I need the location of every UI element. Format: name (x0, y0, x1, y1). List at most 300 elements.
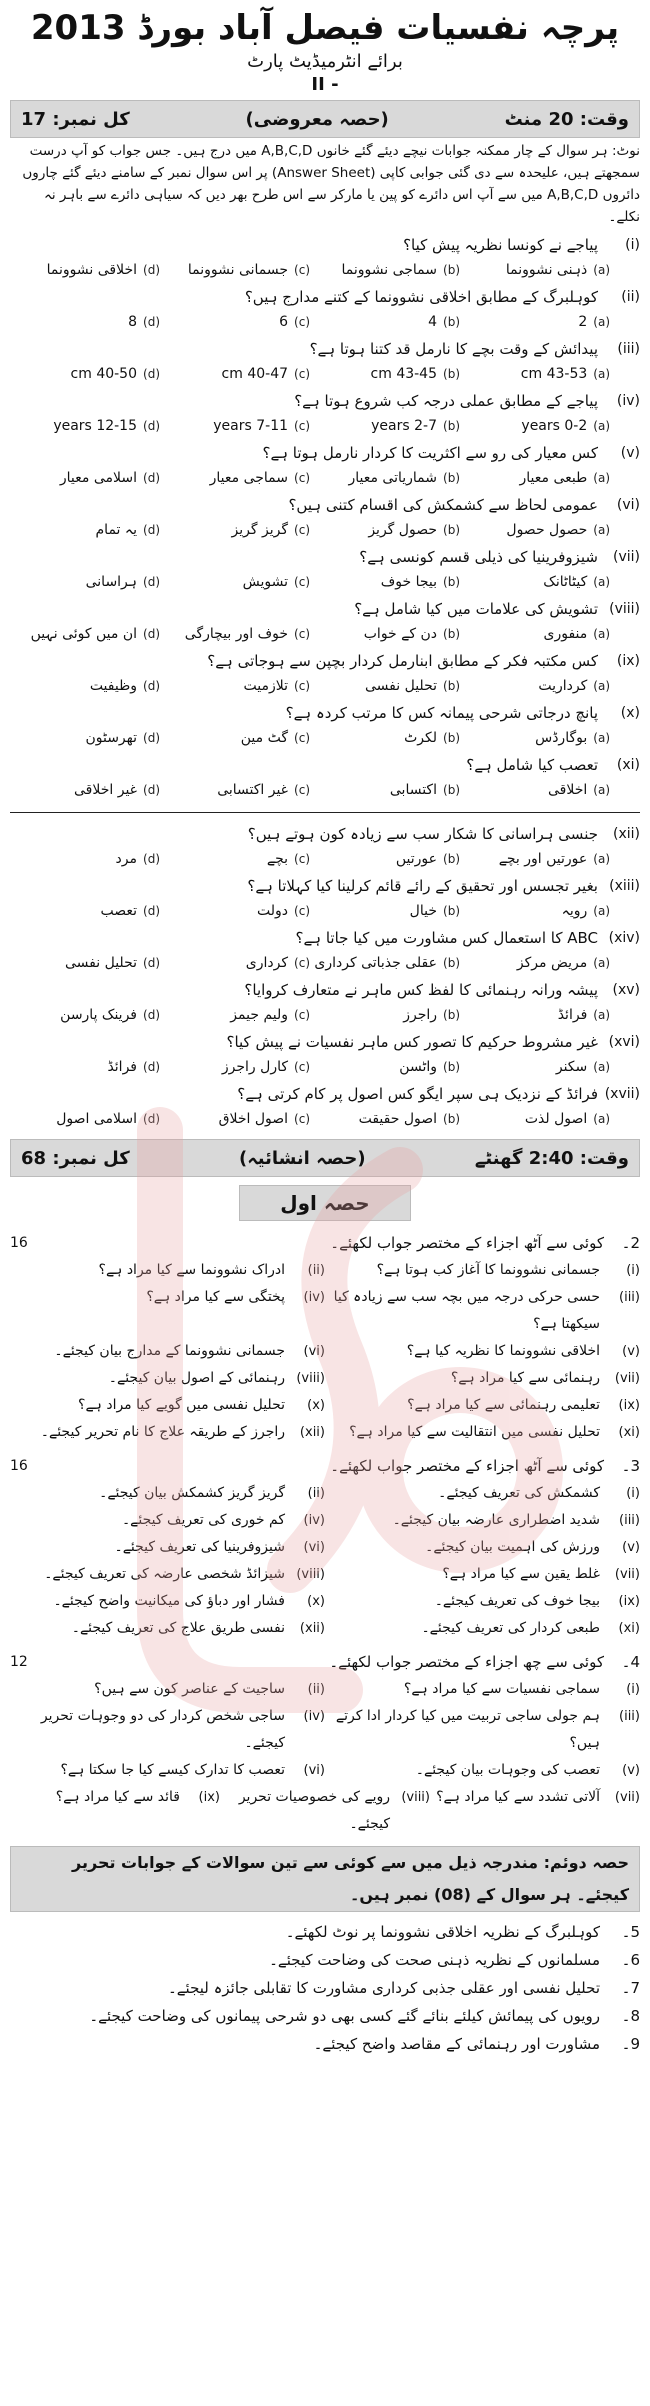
item-number: (viii) (296, 1371, 325, 1386)
option-text: عورتیں اور بچے (498, 851, 588, 867)
option-letter: (a) (593, 731, 610, 745)
short-item-row (10, 1284, 640, 1338)
long-question (10, 2030, 640, 2058)
option-text: مرد (115, 851, 137, 867)
item-number: (vii) (614, 1567, 640, 1582)
mcq-number: (vi) (616, 497, 640, 513)
short-item-row (10, 1588, 640, 1615)
option-letter: (b) (443, 904, 460, 918)
mcq-option[interactable] (310, 258, 460, 282)
subjective-label: (حصہ انشائیہ) (238, 1147, 366, 1169)
mcq-option[interactable] (310, 518, 460, 542)
mcq-option[interactable] (310, 362, 460, 386)
mcq-question (10, 284, 640, 310)
objective-time: وقت: 20 منٹ (504, 108, 629, 130)
mcq-number: (xiv) (608, 930, 640, 946)
option-text: راجرز (403, 1007, 437, 1023)
short-item (10, 1676, 325, 1703)
long-question (10, 1918, 640, 1946)
question-marks: 12 (10, 1654, 28, 1670)
mcq-option[interactable] (460, 1107, 610, 1131)
item-number: (ii) (307, 1682, 325, 1697)
item-number: (iii) (619, 1290, 640, 1305)
mcq-text: جنسی ہراسانی کا شکار سب سے زیادہ کون ہوتے ہیں؟ (247, 825, 598, 843)
short-item (325, 1676, 640, 1703)
option-text: شماریاتی معیار (348, 470, 437, 486)
item-text: قائد سے کیا مراد ہے؟ (55, 1789, 180, 1805)
item-text: آلاتی تشدد سے کیا مراد ہے؟ (436, 1789, 600, 1805)
mcq-option[interactable] (310, 1003, 460, 1027)
item-number: (i) (626, 1263, 640, 1278)
option-text: طبعی معیار (519, 470, 588, 486)
option-letter: (c) (294, 852, 310, 866)
mcq-text: تشویش کی علامات میں کیا شامل ہے؟ (354, 600, 598, 618)
option-text: یہ تمام (95, 522, 137, 538)
mcq-option[interactable] (460, 466, 610, 490)
option-text: 4 (428, 314, 437, 330)
mcq-option[interactable] (310, 847, 460, 871)
option-letter: (c) (294, 575, 310, 589)
option-letter: (a) (593, 1060, 610, 1074)
option-text: اخلاقی نشوونما (46, 262, 137, 278)
option-text: اصول لذت (524, 1111, 588, 1127)
item-number: (iv) (303, 1290, 325, 1305)
option-letter: (d) (143, 1008, 160, 1022)
option-text: سماجی معیار (209, 470, 289, 486)
short-item-row (10, 1507, 640, 1534)
mcq-options (10, 1107, 640, 1131)
mcq-text: بغیر تجسس اور تحقیق کے رائے قائم کرلینا کیا کہلاتا ہے؟ (247, 877, 598, 895)
question-text: مشاورت اور رہنمائی کے مقاصد واضح کیجئے۔ (313, 2035, 600, 2053)
option-text: غیر اکتسابی (217, 782, 289, 798)
mcq-option[interactable] (160, 362, 310, 386)
option-letter: (a) (593, 471, 610, 485)
mcq-option[interactable] (10, 1003, 160, 1027)
short-item (325, 1338, 640, 1365)
mcq-option[interactable] (160, 466, 310, 490)
option-text: 8 (128, 314, 137, 330)
item-number: (x) (307, 1398, 325, 1413)
question-number: 3۔ (621, 1457, 640, 1475)
mcq-question (10, 1029, 640, 1055)
option-text: اسلامی اصول (56, 1111, 137, 1127)
short-item-row (10, 1784, 640, 1838)
subjective-time: وقت: 2:40 گھنٹے (474, 1147, 629, 1169)
mcq-question (10, 440, 640, 466)
mcq-option[interactable] (10, 1055, 160, 1079)
part-one-label: حصہ اول (239, 1185, 411, 1221)
mcq-option[interactable] (10, 362, 160, 386)
mcq-option[interactable] (310, 899, 460, 923)
mcq-text: کوہلبرگ کے مطابق اخلاقی نشوونما کے کتنے مدارج ہیں؟ (244, 288, 598, 306)
mcq-option[interactable] (460, 362, 610, 386)
mcq-option[interactable] (310, 1055, 460, 1079)
option-letter: (a) (593, 679, 610, 693)
instructions-note: نوٹ: ہر سوال کے چار ممکنہ جوابات نیچے دیئے گئے خانوں A,B,C,D میں درج ہیں۔ جس جواب کو آپ درست سمجھتے ہیں، علیحدہ سے دی گئی جوابی کاپی (Answer Sheet) پر اس سوال نمبر کے سامنے دیئے گئے چاروں دائروں A,B,C,D میں سے آپ اس دائرے کو پین یا مارکر سے اس طرح بھر دیں کہ سیاہی دائرے سے باہر نہ نکلے۔ (22, 143, 640, 225)
mcq-option[interactable] (460, 570, 610, 594)
option-text: خوف اور بیچارگی (184, 626, 289, 642)
long-question (10, 1974, 640, 2002)
mcq-question (10, 232, 640, 258)
short-item (10, 1561, 325, 1588)
option-letter: (d) (143, 731, 160, 745)
mcq-option[interactable] (160, 518, 310, 542)
mcq-text: کس مکتبہ فکر کے مطابق ابنارمل کردار بچپن سے ہوجاتی ہے؟ (207, 652, 598, 670)
option-text: ذہنی نشوونما (505, 262, 588, 278)
mcq-option[interactable] (160, 951, 310, 975)
item-text: ہم جولی ساجی تربیت میں کیا کردار ادا کرتے ہیں؟ (335, 1708, 600, 1751)
short-item (325, 1480, 640, 1507)
option-text: جسمانی نشوونما (187, 262, 289, 278)
item-number: (viii) (401, 1790, 430, 1805)
mcq-options (10, 622, 640, 646)
mcq-option[interactable] (10, 1107, 160, 1131)
option-letter: (b) (443, 783, 460, 797)
item-number: (vii) (614, 1790, 640, 1805)
mcq-option[interactable] (310, 778, 460, 802)
mcq-number: (i) (625, 237, 640, 253)
option-letter: (b) (443, 1112, 460, 1126)
short-item (325, 1534, 640, 1561)
option-letter: (d) (143, 1112, 160, 1126)
mcq-options (10, 847, 640, 871)
item-number: (xii) (299, 1425, 325, 1440)
option-letter: (a) (593, 263, 610, 277)
item-text: تحلیل نفسی میں گویے کیا مراد ہے؟ (78, 1397, 285, 1413)
short-question-heading (10, 1648, 640, 1676)
item-text: تعصب کا تدارک کیسے کیا جا سکتا ہے؟ (60, 1762, 285, 1778)
option-text: بچے (266, 851, 289, 867)
mcq-option[interactable] (10, 310, 160, 334)
short-item (10, 1392, 325, 1419)
item-number: (ix) (198, 1790, 220, 1805)
item-number: (vi) (303, 1763, 325, 1778)
option-letter: (c) (294, 783, 310, 797)
short-item (10, 1257, 325, 1284)
option-letter: (b) (443, 1060, 460, 1074)
short-item-row (10, 1676, 640, 1703)
option-letter: (c) (294, 419, 310, 433)
mcq-option[interactable] (160, 414, 310, 438)
mcq-option[interactable] (160, 778, 310, 802)
short-item (325, 1419, 640, 1446)
item-text: کشمکش کی تعریف کیجئے۔ (438, 1485, 600, 1501)
option-letter: (b) (443, 575, 460, 589)
item-text: نفسی طریق علاج کی تعریف کیجئے۔ (71, 1620, 285, 1636)
option-text: رویہ (561, 903, 588, 919)
item-text: تعصب کی وجوہات بیان کیجئے۔ (415, 1762, 600, 1778)
option-text: سکنر (555, 1059, 588, 1075)
subjective-marks: کل نمبر: 68 (21, 1147, 130, 1169)
item-number: (vi) (303, 1540, 325, 1555)
item-number: (v) (622, 1540, 640, 1555)
item-text: شدید اضطراری عارضہ بیان کیجئے۔ (392, 1512, 600, 1528)
mcq-option[interactable] (310, 951, 460, 975)
mcq-option[interactable] (460, 518, 610, 542)
mcq-question (10, 752, 640, 778)
mcq-option[interactable] (460, 847, 610, 871)
option-text: 2-7 years (371, 418, 437, 434)
item-text: تحلیل نفسی میں انتقالیت سے کیا مراد ہے؟ (349, 1424, 600, 1440)
option-letter: (b) (443, 315, 460, 329)
option-text: اسلامی معیار (59, 470, 137, 486)
short-item (220, 1784, 430, 1838)
option-text: مریض مرکز (516, 955, 588, 971)
option-letter: (b) (443, 1008, 460, 1022)
mcq-text: پیاجے کے مطابق عملی درجہ کب شروع ہوتا ہے؟ (294, 392, 598, 410)
mcq-option[interactable] (10, 518, 160, 542)
item-number: (iii) (619, 1513, 640, 1528)
short-item-row (10, 1365, 640, 1392)
option-text: حصول گریز (368, 522, 437, 538)
mcq-text: پانچ درجاتی شرحی پیمانہ کس کا مرتب کردہ ہے؟ (285, 704, 598, 722)
mcq-option[interactable] (160, 258, 310, 282)
option-letter: (c) (294, 263, 310, 277)
option-letter: (c) (294, 367, 310, 381)
option-letter: (c) (294, 956, 310, 970)
item-number: (iv) (303, 1709, 325, 1724)
mcq-question (10, 492, 640, 518)
mcq-option[interactable] (310, 466, 460, 490)
item-text: پختگی سے کیا مراد ہے؟ (146, 1289, 285, 1305)
mcq-option[interactable] (160, 674, 310, 698)
mcq-options (10, 899, 640, 923)
option-letter: (c) (294, 1060, 310, 1074)
option-text: اخلاقی (548, 782, 588, 798)
option-letter: (a) (593, 575, 610, 589)
mcq-option[interactable] (160, 726, 310, 750)
mcq-option[interactable] (460, 778, 610, 802)
mcq-option[interactable] (160, 899, 310, 923)
mcq-option[interactable] (10, 951, 160, 975)
mcq-option[interactable] (160, 1055, 310, 1079)
paper-part: II - (311, 74, 339, 95)
mcq-option[interactable] (460, 1003, 610, 1027)
option-text: گریز گریز (231, 522, 289, 538)
question-text: رویوں کی پیمائش کیلئے بنائے گئے کسی بھی دو شرحی پیمانوں کی وضاحت کیجئے۔ (89, 2007, 600, 2025)
item-text: گریز گریز کشمکش بیان کیجئے۔ (99, 1485, 285, 1501)
mcq-option[interactable] (460, 1055, 610, 1079)
mcq-option[interactable] (460, 622, 610, 646)
option-letter: (a) (593, 1112, 610, 1126)
option-letter: (b) (443, 263, 460, 277)
option-text: لکرٹ (404, 730, 437, 746)
mcq-option[interactable] (460, 310, 610, 334)
item-text: فشار اور دباؤ کی میکانیت واضح کیجئے۔ (53, 1593, 285, 1609)
item-text: ساجی شخص کردار کی دو وجوہات تحریر کیجئے۔ (40, 1708, 285, 1751)
option-text: کرداریت (538, 678, 588, 694)
item-number: (ix) (618, 1594, 640, 1609)
item-number: (xi) (618, 1621, 640, 1636)
item-text: ورزش کی اہمیت بیان کیجئے۔ (425, 1539, 600, 1555)
short-item-row (10, 1392, 640, 1419)
long-questions (10, 1918, 640, 2058)
option-text: ان میں کوئی نہیں (30, 626, 137, 642)
question-number: 7۔ (621, 1979, 640, 1997)
mcq-number: (x) (620, 705, 640, 721)
mcq-option[interactable] (10, 726, 160, 750)
option-text: تعصب (100, 903, 137, 919)
mcq-option[interactable] (10, 847, 160, 871)
question-number: 5۔ (621, 1923, 640, 1941)
question-number: 9۔ (621, 2035, 640, 2053)
option-letter: (d) (143, 263, 160, 277)
short-question-heading (10, 1229, 640, 1257)
mcq-option[interactable] (160, 622, 310, 646)
item-number: (vi) (303, 1344, 325, 1359)
item-number: (xi) (618, 1425, 640, 1440)
option-text: بیجا خوف (380, 574, 437, 590)
short-item-row (10, 1257, 640, 1284)
mcq-option[interactable] (160, 1003, 310, 1027)
mcq-option[interactable] (10, 899, 160, 923)
mcq-question (10, 977, 640, 1003)
mcq-question (10, 1081, 640, 1107)
mcq-options (10, 726, 640, 750)
mcq-options (10, 1055, 640, 1079)
mcq-option[interactable] (310, 570, 460, 594)
short-item (10, 1365, 325, 1392)
option-text: 6 (279, 314, 289, 330)
option-letter: (d) (143, 904, 160, 918)
mcq-option[interactable] (10, 570, 160, 594)
short-item (10, 1507, 325, 1534)
option-letter: (c) (294, 904, 310, 918)
mcq-number: (v) (620, 445, 640, 461)
short-item (10, 1534, 325, 1561)
mcq-number: (xi) (616, 757, 640, 773)
option-letter: (c) (294, 627, 310, 641)
mcq-option[interactable] (160, 310, 310, 334)
mcq-option[interactable] (310, 726, 460, 750)
option-text: عقلی جذباتی کرداری (314, 955, 437, 971)
option-letter: (a) (593, 315, 610, 329)
mcq-option[interactable] (310, 310, 460, 334)
option-letter: (d) (143, 315, 160, 329)
short-item (10, 1419, 325, 1446)
short-item (325, 1392, 640, 1419)
mcq-number: (iv) (616, 393, 640, 409)
item-text: اخلاقی نشوونما کا نظریہ کیا ہے؟ (406, 1343, 600, 1359)
item-text: شیزوفرینیا کی تعریف کیجئے۔ (114, 1539, 285, 1555)
mcq-option[interactable] (10, 674, 160, 698)
option-letter: (d) (143, 471, 160, 485)
mcq-question (10, 388, 640, 414)
mcq-question (10, 544, 640, 570)
mcq-option[interactable] (160, 847, 310, 871)
option-text: 7-11 years (213, 418, 289, 434)
mcq-text: ABC کا استعمال کس مشاورت میں کیا جاتا ہے؟ (295, 929, 598, 947)
short-item-row (10, 1703, 640, 1757)
option-text: 43-53 cm (520, 366, 588, 382)
short-item (10, 1615, 325, 1642)
short-item-row (10, 1615, 640, 1642)
option-letter: (d) (143, 852, 160, 866)
option-text: تشویش (242, 574, 289, 590)
long-question (10, 2002, 640, 2030)
option-letter: (d) (143, 523, 160, 537)
mcq-option[interactable] (10, 778, 160, 802)
option-letter: (d) (143, 956, 160, 970)
mcq-options (10, 466, 640, 490)
option-text: 0-2 years (521, 418, 588, 434)
option-letter: (d) (143, 419, 160, 433)
part-two-label: حصہ دوئم: مندرجہ ذیل میں سے کوئی سے تین سوالات کے جوابات تحریر کیجئے۔ ہر سوال کے (08) نمبر ہیں۔ (10, 1846, 640, 1912)
mcq-options (10, 518, 640, 542)
mcq-number: (xiii) (609, 878, 640, 894)
option-letter: (d) (143, 783, 160, 797)
mcq-option[interactable] (310, 622, 460, 646)
option-text: 40-50 cm (70, 366, 137, 382)
mcq-text: شیزوفرینیا کی ذیلی قسم کونسی ہے؟ (359, 548, 598, 566)
item-text: طبعی کردار کی تعریف کیجئے۔ (421, 1620, 600, 1636)
mcq-option[interactable] (460, 258, 610, 282)
mcq-question (10, 336, 640, 362)
short-item (10, 1784, 220, 1838)
mcq-option[interactable] (10, 622, 160, 646)
question-number: 2۔ (621, 1234, 640, 1252)
option-letter: (a) (593, 904, 610, 918)
mcq-option[interactable] (10, 258, 160, 282)
short-item (325, 1757, 640, 1784)
item-text: غلط یقین سے کیا مراد ہے؟ (442, 1566, 600, 1582)
mcq-option[interactable] (160, 570, 310, 594)
option-text: وظیفیت (89, 678, 137, 694)
option-text: کارل راجرز (221, 1059, 289, 1075)
mcq-option[interactable] (460, 899, 610, 923)
item-number: (vii) (614, 1371, 640, 1386)
mcq-option[interactable] (460, 674, 610, 698)
short-item-row (10, 1561, 640, 1588)
short-item (10, 1757, 325, 1784)
option-text: اصول حقیقت (358, 1111, 437, 1127)
option-text: خیال (409, 903, 437, 919)
option-text: 2 (578, 314, 588, 330)
option-text: 12-15 years (53, 418, 137, 434)
option-letter: (c) (294, 315, 310, 329)
short-item-row (10, 1757, 640, 1784)
mcq-question (10, 700, 640, 726)
item-number: (ii) (307, 1263, 325, 1278)
mcq-option[interactable] (10, 414, 160, 438)
mcq-option[interactable] (310, 1107, 460, 1131)
option-letter: (d) (143, 367, 160, 381)
item-number: (iii) (619, 1709, 640, 1724)
mcq-option[interactable] (460, 951, 610, 975)
mcq-options (10, 778, 640, 802)
mcq-option[interactable] (310, 414, 460, 438)
option-text: اصول اخلاق (218, 1111, 289, 1127)
mcq-option[interactable] (160, 1107, 310, 1131)
mcq-option[interactable] (460, 726, 610, 750)
item-text: ساجیت کے عناصر کون سے ہیں؟ (94, 1681, 285, 1697)
option-letter: (a) (593, 956, 610, 970)
mcq-option[interactable] (10, 466, 160, 490)
mcq-options (10, 951, 640, 975)
mcq-option[interactable] (460, 414, 610, 438)
mcq-number: (xii) (612, 826, 640, 842)
option-letter: (b) (443, 956, 460, 970)
mcq-number: (xv) (612, 982, 640, 998)
item-text: سماجی نفسیات سے کیا مراد ہے؟ (403, 1681, 600, 1697)
option-letter: (c) (294, 1112, 310, 1126)
option-text: غیر اخلاقی (74, 782, 137, 798)
mcq-option[interactable] (310, 674, 460, 698)
option-text: عورتیں (395, 851, 437, 867)
short-item (325, 1588, 640, 1615)
short-item (325, 1703, 640, 1757)
item-text: بیجا خوف کی تعریف کیجئے۔ (434, 1593, 600, 1609)
